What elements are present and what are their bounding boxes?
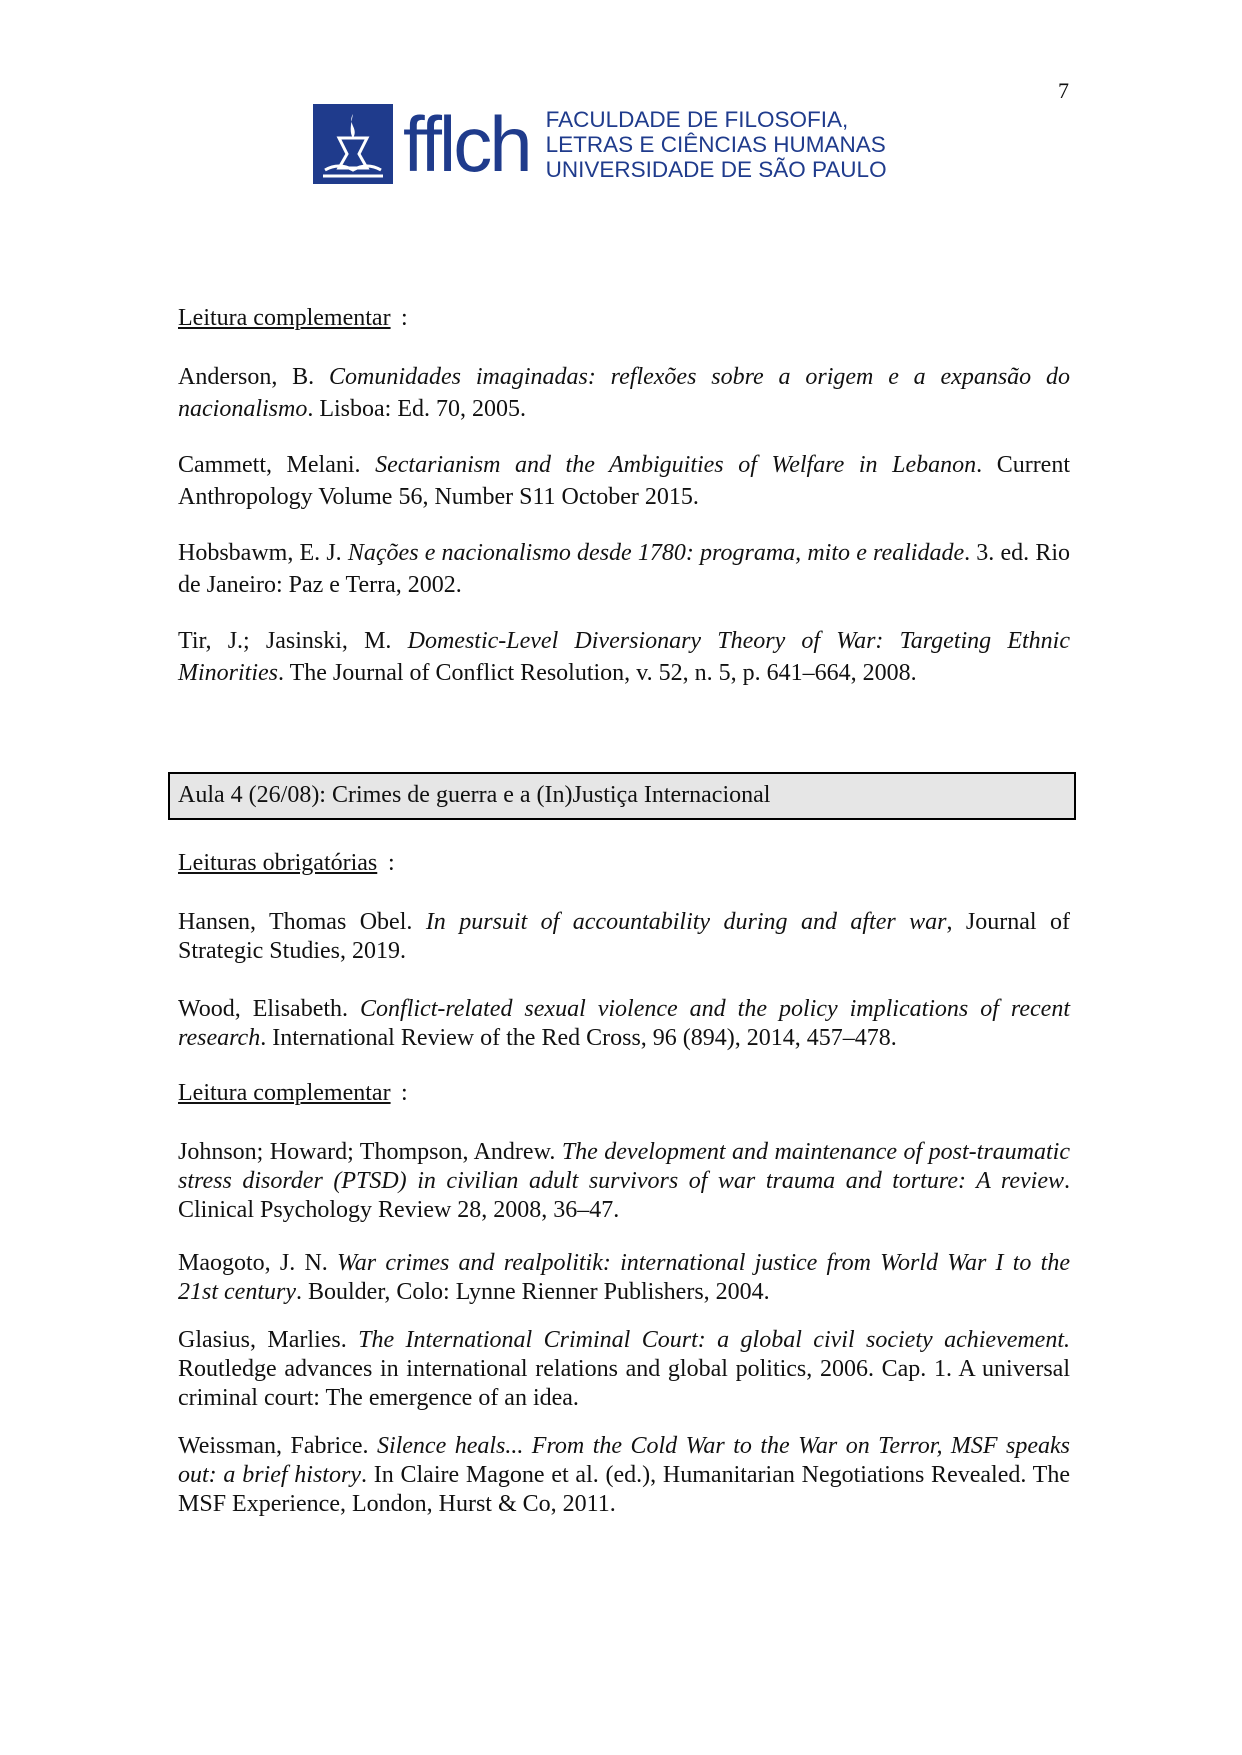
institution-line: LETRAS E CIÊNCIAS HUMANAS xyxy=(545,131,886,157)
reference-item: Wood, Elisabeth. Conflict-related sexual violence and the policy implications of recent research. International Review of the Red Cross, 96 (894), 2014, 457–478. xyxy=(178,996,1070,1051)
section-label: Leituras obrigatórias xyxy=(178,850,378,876)
page-number: 7 xyxy=(1058,78,1069,103)
fflch-header xyxy=(313,100,887,188)
institution-name xyxy=(546,107,887,182)
reference-item: Tir, J.; Jasinski, M. Domestic-Level Diversionary Theory of War: Targeting Ethnic Minorities. The Journal of Conflict Resolution, v. 52, n. 5, p. 641–664, 2008. xyxy=(178,628,1071,686)
reference-item: Anderson, B. Comunidades imaginadas: reflexões sobre a origem e a expansão do nacionalismo. Lisboa: Ed. 70, 2005. xyxy=(178,364,1070,422)
reference-item: Hobsbawm, E. J. Nações e nacionalismo desde 1780: programa, mito e realidade. 3. ed. Rio de Janeiro: Paz e Terra, 2002. xyxy=(178,540,1070,598)
reference-item: Weissman, Fabrice. Silence heals... From the Cold War to the War on Terror, MSF speaks out: a brief history. In Claire Magone et al. (ed.), Humanitarian Negotiations Revealed. The MSF Experience, London, Hurst & Co, 2011. xyxy=(178,1433,1070,1517)
institution-line: UNIVERSIDADE DE SÃO PAULO xyxy=(545,156,887,182)
reference-item: Glasius, Marlies. The International Criminal Court: a global civil society achievement. Routledge advances in international relations and global politics, 2006. Cap. 1. A universal criminal court: The emergence of an idea. xyxy=(178,1327,1070,1411)
reference-item: Maogoto, J. N. War crimes and realpolitik: international justice from World War I to the 21st century. Boulder, Colo: Lynne Rienner Publishers, 2004. xyxy=(178,1250,1070,1305)
fflch-emblem-icon xyxy=(313,104,393,184)
section-label: Leitura complementar xyxy=(178,1080,391,1106)
fflch-wordmark: fflch xyxy=(403,100,530,188)
reference-item: Johnson; Howard; Thompson, Andrew. The development and maintenance of post-traumatic stress disorder (PTSD) in civilian adult survivors of war trauma and torture: A review. Clinical Psychology Review 28, 2008, 36–47. xyxy=(178,1139,1070,1223)
reference-item: Cammett, Melani. Sectarianism and the Ambiguities of Welfare in Lebanon. Current Anthropology Volume 56, Number S11 October 2015. xyxy=(178,452,1071,510)
section-label: Leitura complementar xyxy=(178,305,391,331)
reference-item: Hansen, Thomas Obel. In pursuit of accountability during and after war, Journal of Strategic Studies, 2019. xyxy=(178,909,1071,964)
aula-title: Aula 4 (26/08): Crimes de guerra e a (In)Justiça Internacional xyxy=(178,782,771,808)
aula-heading-box xyxy=(168,772,1076,820)
institution-line: FACULDADE DE FILOSOFIA, xyxy=(545,106,849,132)
